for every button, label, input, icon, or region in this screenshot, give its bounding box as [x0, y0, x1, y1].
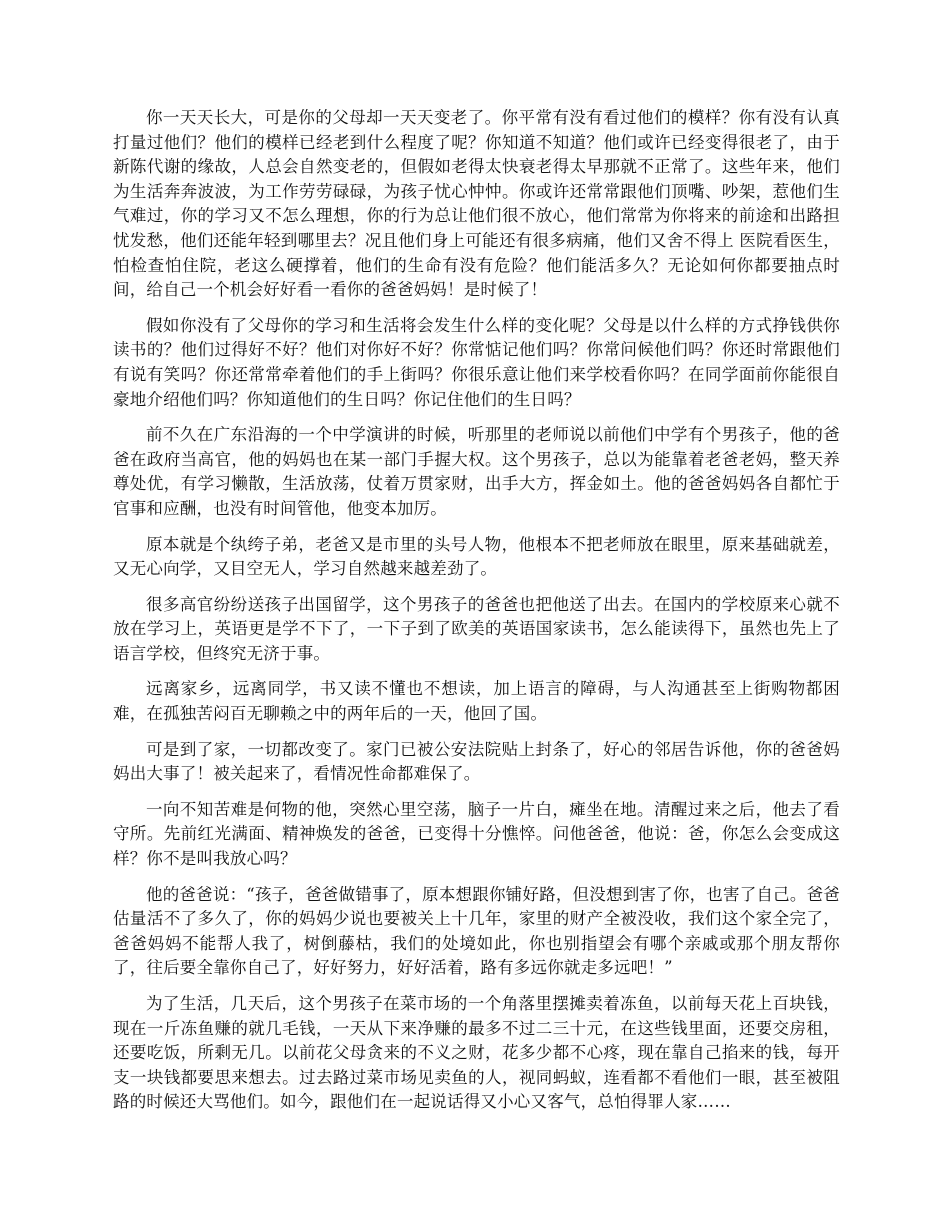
paragraph-8: 一向不知苦难是何物的他，突然心里空荡，脑子一片白，瘫坐在地。清醒过来之后，他去了看守所。先前红光满面、精神焕发的爸爸，已变得十分憔悴。问他爸爸，他说：爸，你怎么会变成这样？你不是叫我放心吗？ [113, 799, 840, 869]
paragraph-1: 你一天天长大，可是你的父母却一天天变老了。你平常有没有看过他们的模样？你有没有认真打量过他们？他们的模样已经老到什么程度了呢？你知道不知道？他们或许已经变得很老了，由于新陈代谢的缘故，人总会自然变老的，但假如老得太快衰老得太早那就不正常了。这些年来，他们为生活奔奔波波，为工作劳劳碌碌，为孩子忧心忡忡。你或许还常常跟他们顶嘴、吵架，惹他们生气难过，你的学习又不怎么理想，你的行为总让他们很不放心，他们常常为你将来的前途和出路担忧发愁，他们还能年轻到哪里去？况且他们身上可能还有很多病痛，他们又舍不得上 医院看医生，怕检查怕住院，老这么硬撑着，他们的生命有没有危险？他们能活多久？无论如何你都要抽点时间，给自己一个机会好好看一看你的爸爸妈妈！是时候了！ [113, 108, 840, 300]
paragraph-6: 远离家乡，远离同学，书又读不懂也不想读，加上语言的障碍，与人沟通甚至上街购物都困难，在孤独苦闷百无聊赖之中的两年后的一天，他回了国。 [113, 679, 840, 724]
document-body [113, 106, 840, 1126]
paragraph-7: 可是到了家，一切都改变了。家门已被公安法院贴上封条了，好心的邻居告诉他，你的爸爸妈妈出大事了！被关起来了，看情况性命都难保了。 [113, 739, 840, 784]
paragraph-2: 假如你没有了父母你的学习和生活将会发生什么样的变化呢？父母是以什么样的方式挣钱供你读书的？他们过得好不好？他们对你好不好？你常惦记他们吗？你常问候他们吗？你还时常跟他们有说有笑吗？你还常常牵着他们的手上街吗？你很乐意让他们来学校看你吗？在同学面前你能很自豪地介绍他们吗？你知道他们的生日吗？你记住他们的生日吗？ [113, 315, 840, 409]
paragraph-10: 为了生活，几天后，这个男孩子在菜市场的一个角落里摆摊卖着冻鱼，以前每天花上百块钱，现在一斤冻鱼赚的就几毛钱，一天从下来净赚的最多不过二三十元，在这些钱里面，还要交房租，还要吃饭，所剩无几。以前花父母贪来的不义之财，花多少都不心疼，现在靠自己掐来的钱，每开支一块钱都要思来想去。过去路过菜市场见卖鱼的人，视同蚂蚁，连看都不看他们一眼，甚至被阻路的时候还大骂他们。如今，跟他们在一起说话得又小心又客气，总怕得罪人家…… [113, 994, 840, 1112]
paragraph-4: 原本就是个纨绔子弟，老爸又是市里的头号人物，他根本不把老师放在眼里，原来基础就差，又无心向学，又目空无人，学习自然越来越差劲了。 [113, 534, 840, 579]
paragraph-3: 前不久在广东沿海的一个中学演讲的时候，听那里的老师说以前他们中学有个男孩子，他的爸爸在政府当高官，他的妈妈也在某一部门手握大权。这个男孩子，总以为能靠着老爸老妈，整天养尊处优，有学习懒散，生活放荡，仗着万贯家财，出手大方，挥金如土。他的爸爸妈妈各自都忙于官事和应酬，也没有时间管他，他变本加厉。 [113, 425, 840, 518]
paragraph-5: 很多高官纷纷送孩子出国留学，这个男孩子的爸爸也把他送了出去。在国内的学校原来心就不放在学习上，英语更是学不下了，一下子到了欧美的英语国家读书，怎么能读得下，虽然也先上了语言学校，但终究无济于事。 [113, 594, 840, 663]
paragraph-9: 他的爸爸说：“孩子，爸爸做错事了，原本想跟你铺好路，但没想到害了你，也害了自己。爸爸估量活不了多久了，你的妈妈少说也要被关上十几年，家里的财产全被没收，我们这个家全完了，爸爸妈妈不能帮人我了，树倒藤枯，我们的处境如此，你也别指望会有哪个亲戚或那个朋友帮你了，往后要全靠你自己了，好好努力，好好活着，路有多远你就走多远吧！” [113, 884, 840, 978]
